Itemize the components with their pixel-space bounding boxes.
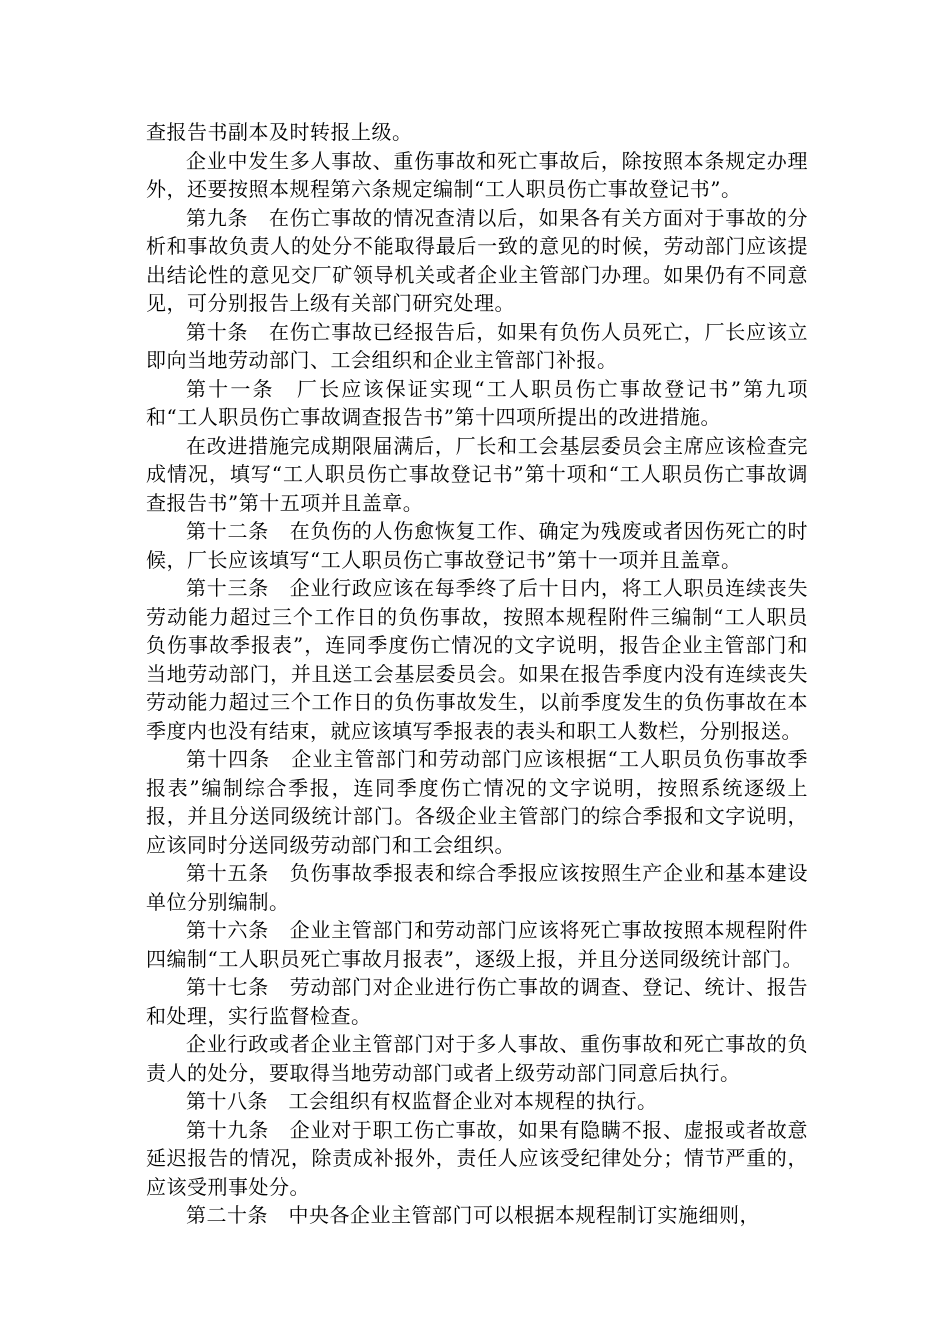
article-19: 第十九条 企业对于职工伤亡事故，如果有隐瞒不报、虚报或者故意延迟报告的情况，除责成补报外，责任人应该受纪律处分；情节严重的，应该受刑事处分。 xyxy=(146,1117,808,1199)
article-14: 第十四条 企业主管部门和劳动部门应该根据“工人职员负伤事故季报表”编制综合季报，连同季度伤亡情况的文字说明，按照系统逐级上报，并且分送同级统计部门。各级企业主管部门的综合季报和文字说明，应该同时分送同级劳动部门和工会组织。 xyxy=(146,747,808,857)
article-13: 第十三条 企业行政应该在每季终了后十日内，将工人职员连续丧失劳动能力超过三个工作日的负伤事故，按照本规程附件三编制“工人职员负伤事故季报表”，连同季度伤亡情况的文字说明，报告企业主管部门和当地劳动部门，并且送工会基层委员会。如果在报告季度内没有连续丧失劳动能力超过三个工作日的负伤事故发生，以前季度发生的负伤事故在本季度内也没有结束，就应该填写季报表的表头和职工人数栏，分别报送。 xyxy=(146,576,808,743)
article-15: 第十五条 负伤事故季报表和综合季报应该按照生产企业和基本建设单位分别编制。 xyxy=(146,861,808,914)
article-10: 第十条 在伤亡事故已经报告后，如果有负伤人员死亡，厂长应该立即向当地劳动部门、工会组织和企业主管部门补报。 xyxy=(146,319,808,372)
paragraph: 在改进措施完成期限届满后，厂长和工会基层委员会主席应该检查完成情况，填写“工人职员伤亡事故登记书”第十项和“工人职员伤亡事故调查报告书”第十五项并且盖章。 xyxy=(146,433,808,515)
article-11: 第十一条 厂长应该保证实现“工人职员伤亡事故登记书”第九项和“工人职员伤亡事故调查报告书”第十四项所提出的改进措施。 xyxy=(146,376,808,429)
paragraph-continuation: 查报告书副本及时转报上级。 xyxy=(146,120,413,144)
article-20: 第二十条 中央各企业主管部门可以根据本规程制订实施细则， xyxy=(186,1203,760,1227)
article-17: 第十七条 劳动部门对企业进行伤亡事故的调查、登记、统计、报告和处理，实行监督检查。 xyxy=(146,975,808,1028)
article-16: 第十六条 企业主管部门和劳动部门应该将死亡事故按照本规程附件四编制“工人职员死亡事故月报表”，逐级上报，并且分送同级统计部门。 xyxy=(146,918,808,971)
article-9: 第九条 在伤亡事故的情况查清以后，如果各有关方面对于事故的分析和事故负责人的处分不能取得最后一致的意见的时候，劳动部门应该提出结论性的意见交厂矿领导机关或者企业主管部门办理。如果仍有不同意见，可分别报告上级有关部门研究处理。 xyxy=(146,205,808,315)
document-body xyxy=(146,118,808,1230)
paragraph: 企业中发生多人事故、重伤事故和死亡事故后，除按照本条规定办理外，还要按照本规程第六条规定编制“工人职员伤亡事故登记书”。 xyxy=(146,148,808,201)
article-18: 第十八条 工会组织有权监督企业对本规程的执行。 xyxy=(186,1089,658,1113)
paragraph: 企业行政或者企业主管部门对于多人事故、重伤事故和死亡事故的负责人的处分，要取得当地劳动部门或者上级劳动部门同意后执行。 xyxy=(146,1032,808,1085)
article-12: 第十二条 在负伤的人伤愈恢复工作、确定为残废或者因伤死亡的时候，厂长应该填写“工人职员伤亡事故登记书”第十一项并且盖章。 xyxy=(146,519,808,572)
